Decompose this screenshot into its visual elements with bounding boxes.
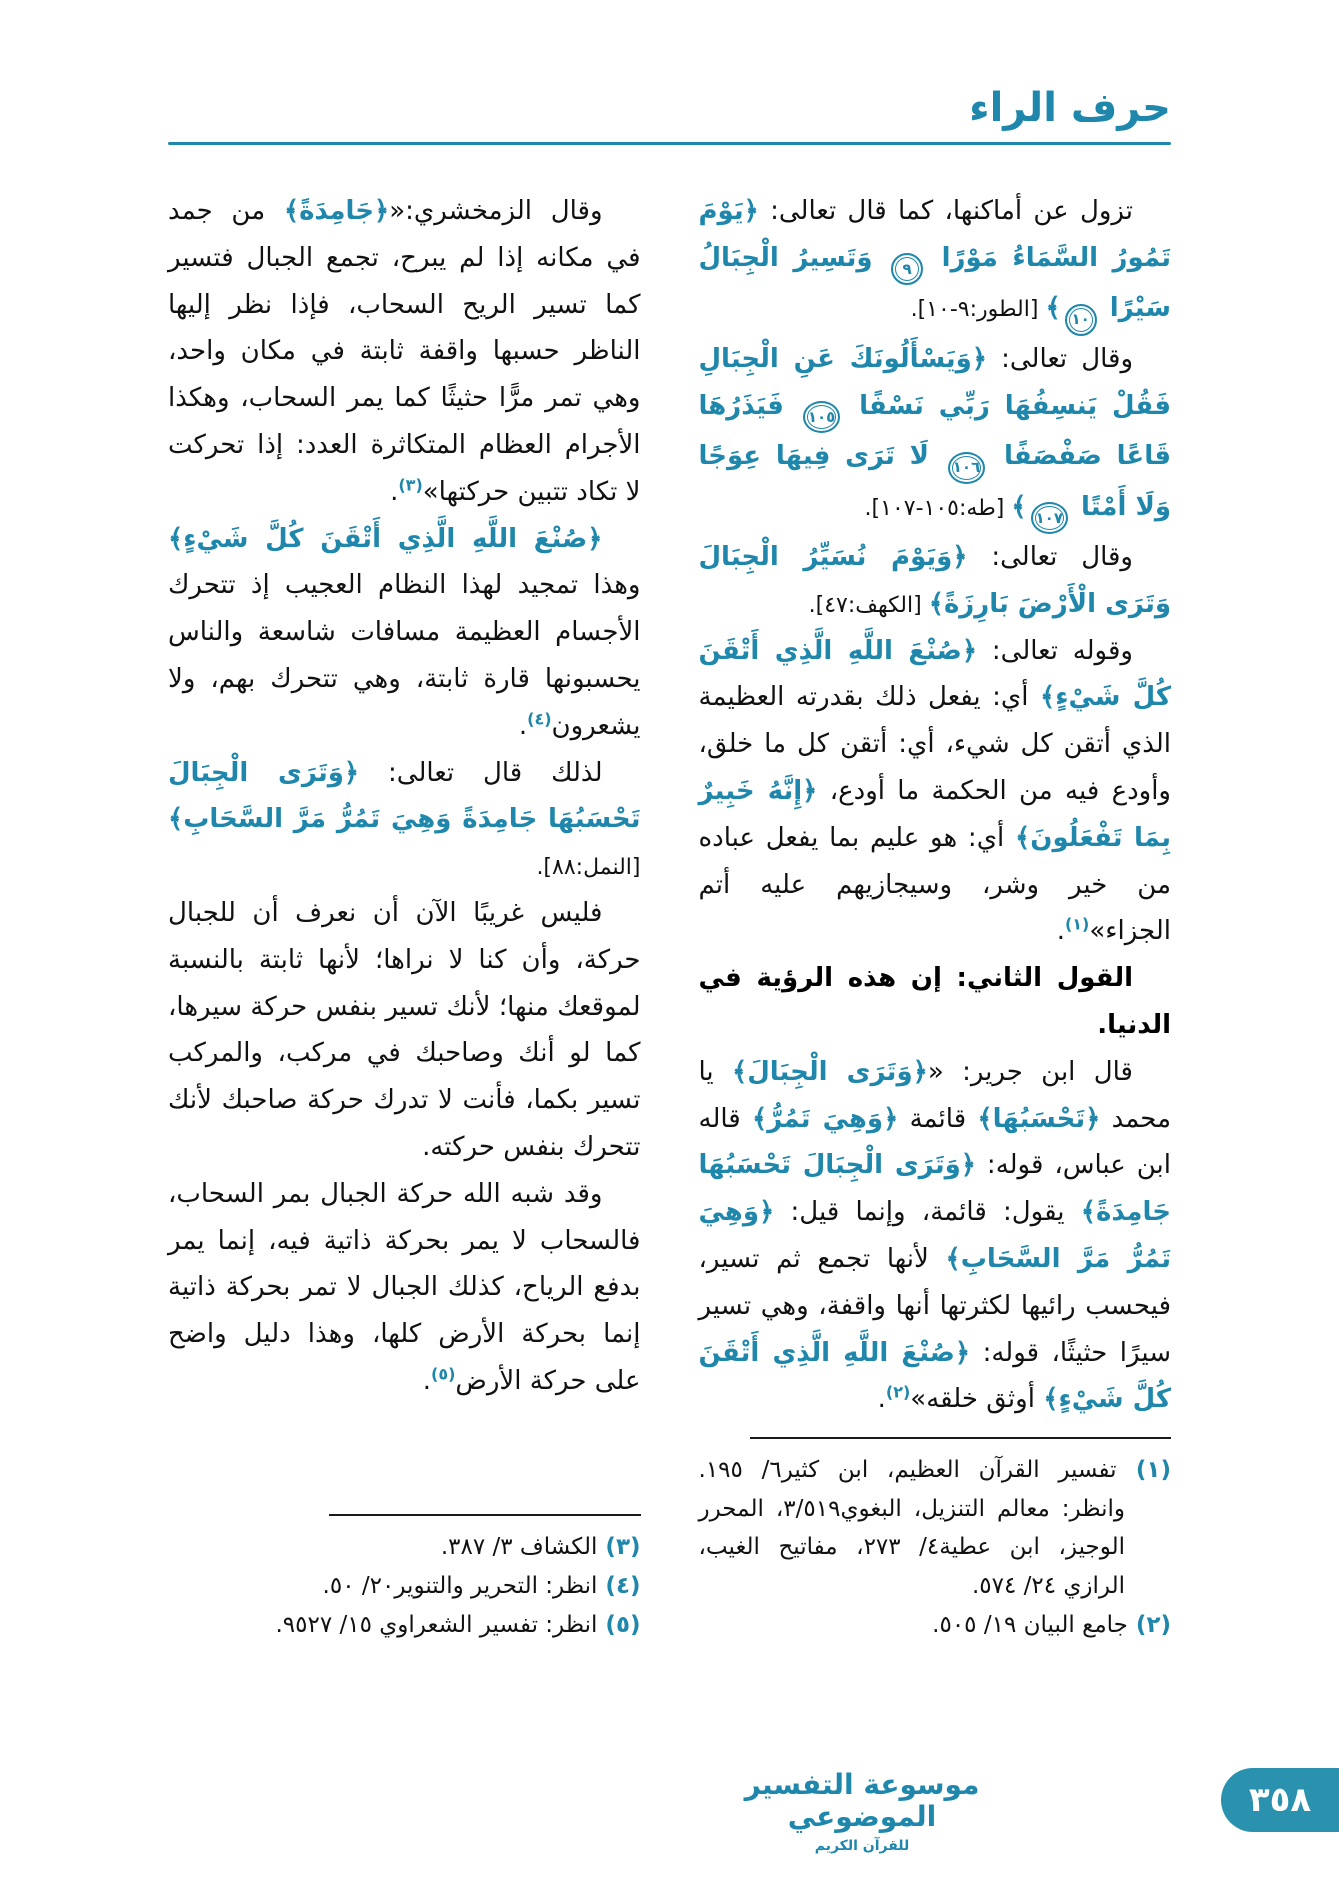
footnote-text: انظر: التحرير والتنوير٢٠/ ٥٠. [322, 1573, 598, 1600]
footnote-number: (٤) [597, 1573, 641, 1600]
quran-verse: ﴿وَهِيَ تَمُرُّ مَرَّ السَّحَابِ﴾ [698, 1197, 1171, 1275]
body-text: وقد شبه الله حركة الجبال بمر السحاب، فالسحاب لا يمر بحركة ذاتية فيه، إنما يمر بدفع الرياح، كذلك الجبال لا تمر بحركة ذاتية إنما بحركة الأرض كلها، وهذا دليل واضح على حركة الأرض [168, 1178, 641, 1396]
quran-verse: لَا تَرَى فِيهَا عِوَجًا وَلَا أَمْتًا [698, 441, 1171, 522]
footnote-marker: (٥) [431, 1364, 456, 1384]
footnote-marker: (٣) [398, 475, 423, 495]
body-text: وهذا تمجيد لهذا النظام العجيب إذ تتحرك الأجسام العظيمة مسافات شاسعة والناس يحسبونها قارة ثابتة، وهي تتحرك بهم، ولا يشعرون [168, 570, 641, 741]
quran-verse: ﴿يَوْمَ تَمُورُ السَّمَاءُ مَوْرًا [698, 196, 1172, 273]
quran-verse: ﴿وَتَرَى الْجِبَالَ تَحْسَبُهَا جَامِدَةً﴾ [698, 1150, 1171, 1228]
paragraph [168, 750, 641, 890]
publisher-logo-title: موسوعة التفسير الموضوعي [744, 1767, 980, 1833]
content [168, 188, 1171, 1644]
page-header [168, 84, 1171, 145]
ayah-number: ١٠٦ [948, 452, 985, 484]
body-text: وقال تعالى: [967, 542, 1133, 573]
footnote-separator [750, 1437, 1171, 1439]
paragraph [168, 188, 641, 516]
footnote [699, 1606, 1172, 1645]
footnote-separator [329, 1514, 641, 1516]
paragraph [699, 628, 1172, 956]
quran-verse: ﴾ [1011, 491, 1027, 522]
quran-verse: ﴿وَيَوْمَ نُسَيِّرُ الْجِبَالَ وَتَرَى الْأَرْضَ بَارِزَةً﴾ [698, 542, 1171, 619]
footnote [168, 1567, 641, 1606]
verse-reference: [الكهف:٤٧]. [808, 592, 929, 618]
bold-lead-text: القول الثاني: إن هذه الرؤية في الدنيا. [698, 963, 1171, 1041]
body-text: أي: يفعل ذلك بقدرته العظيمة الذي أتقن كل شيء، أي: أتقن كل ما خلق، وأودع فيه من الحكمة ما أودع، [698, 682, 1171, 807]
body-text: . [1056, 916, 1065, 947]
chapter-title: حرف الراء [969, 85, 1171, 131]
body-text: . [390, 476, 399, 507]
quran-verse: ﴿صُنْعَ اللَّهِ الَّذِي أَتْقَنَ كُلَّ شَيْءٍ﴾ [698, 635, 1171, 713]
publisher-logo [737, 1769, 987, 1854]
quran-verse: وَتَسِيرُ الْجِبَالُ سَيْرًا [698, 242, 1171, 324]
quran-verse: ﴿جَامِدَةً﴾ [283, 196, 390, 226]
paragraph [168, 1171, 641, 1405]
paragraph [699, 534, 1172, 628]
body-text: أي: هو عليم بما يفعل عباده من خير وشر، وسيجازيهم عليه أتم الجزاء» [698, 822, 1171, 947]
ayah-number: ١٠٧ [1031, 502, 1068, 534]
body-text: . [877, 1384, 886, 1415]
paragraph [699, 188, 1172, 336]
column-footnotes [168, 1500, 641, 1644]
quran-verse: ﴿وَتَرَى الْجِبَالَ تَحْسَبُهَا جَامِدَةً وَهِيَ تَمُرُّ مَرَّ السَّحَابِ﴾ [168, 757, 641, 835]
verse-reference: [طه:١٠٥-١٠٧]. [864, 495, 1012, 521]
footnote [168, 1528, 641, 1567]
footnote-list [699, 1451, 1172, 1644]
footnote-number: (٣) [597, 1534, 641, 1561]
page-number-badge [1221, 1768, 1339, 1832]
paragraph [699, 1049, 1172, 1423]
quran-verse: ﴿إِنَّهُ خَبِيرٌ بِمَا تَفْعَلُونَ﴾ [698, 776, 1171, 853]
footnote-number: (٢) [1127, 1611, 1171, 1638]
body-text: من جمد في مكانه إذا لم يبرح، تجمع الجبال فتسير كما تسير الريح السحاب، فإذا نظر إليها الناظر حسبها واقفة ثابتة في مكان واحد، وهي تمر مرًّا حثيثًا كما يمر السحاب، وهكذا الأجرام العظام المتكاثرة العدد: إذا تحركت لا تكاد تتبين حركتها» [168, 196, 641, 507]
footnote-text: تفسير القرآن العظيم، ابن كثير٦/ ١٩٥. وانظر: معالم التنزيل، البغوي٣/٥١٩، المحرر الوجيز، ابن عطية٤/ ٢٧٣، مفاتيح الغيب، الرازي ٢٤/ ٥٧٤. [698, 1457, 1126, 1600]
body-text: يقول: قائمة، وإنما قيل: [774, 1197, 1081, 1228]
body-text: قاله ابن عباس، قوله: [698, 1103, 1171, 1181]
body-text: . [422, 1365, 431, 1396]
quran-verse: ﴿تَحْسَبُهَا﴾ [977, 1103, 1101, 1134]
footnote-number: (٥) [597, 1611, 641, 1638]
publisher-logo-subtitle: للقرآن الكريم [814, 1838, 910, 1854]
ayah-number: ٩ [891, 253, 923, 285]
ayah-number: ١٠ [1065, 304, 1097, 336]
body-text: أوثق خلقه» [910, 1384, 1044, 1415]
paragraph [168, 890, 641, 1171]
footnote-list [168, 1528, 641, 1644]
body-text: تزول عن أماكنها، كما قال تعالى: [758, 196, 1133, 226]
body-text: يا محمد [698, 1056, 1172, 1134]
footnote-number: (١) [1116, 1457, 1171, 1484]
quran-verse: ﴿صُنْعَ اللَّهِ الَّذِي أَتْقَنَ كُلَّ شَيْءٍ﴾ [168, 523, 603, 554]
quran-verse: فَيَذَرُهَا قَاعًا صَفْصَفًا [698, 390, 1171, 472]
footnote-text: الكشاف ٣/ ٣٨٧. [440, 1534, 598, 1561]
column-left [168, 188, 641, 1644]
body-text: قائمة [898, 1103, 978, 1134]
column-footnotes [699, 1423, 1172, 1644]
header-rule [168, 142, 1171, 145]
body-text: . [518, 710, 528, 741]
body-text: قال ابن جرير: « [927, 1056, 1133, 1087]
paragraph [699, 955, 1172, 1049]
footnote [699, 1451, 1172, 1606]
footnote [168, 1606, 641, 1645]
footnote-text: جامع البيان ١٩/ ٥٠٥. [932, 1611, 1128, 1638]
footnote-marker: (٢) [885, 1382, 911, 1402]
footnote-marker: (١) [1064, 914, 1090, 934]
paragraph [168, 516, 641, 750]
quran-verse: ﴿وَيَسْأَلُونَكَ عَنِ الْجِبَالِ فَقُلْ يَنسِفُهَا رَبِّي نَسْفًا [698, 343, 1171, 421]
body-text: وقال تعالى: [987, 343, 1133, 374]
quran-verse: ﴾ [1045, 293, 1061, 324]
body-text: وقوله تعالى: [977, 635, 1133, 666]
column-right [699, 188, 1172, 1644]
footnote-text: انظر: تفسير الشعراوي ١٥/ ٩٥٢٧. [275, 1611, 598, 1638]
quran-verse: ﴿صُنْعَ اللَّهِ الَّذِي أَتْقَنَ كُلَّ شَيْءٍ﴾ [698, 1337, 1171, 1415]
ayah-number: ١٠٥ [803, 401, 840, 433]
body-text: لذلك قال تعالى: [359, 757, 603, 788]
page-number: ٣٥٨ [1248, 1780, 1312, 1820]
quran-verse: ﴿وَتَرَى الْجِبَالَ﴾ [731, 1056, 928, 1087]
verse-reference: [النمل:٨٨]. [536, 855, 641, 881]
verse-reference: [الطور:٩-١٠]. [910, 297, 1046, 323]
body-text: وقال الزمخشري:« [389, 196, 603, 226]
footnote-marker: (٤) [527, 709, 552, 729]
quran-verse: ﴿وَهِيَ تَمُرُّ﴾ [751, 1103, 899, 1134]
paragraph [699, 336, 1172, 534]
body-text: فليس غريبًا الآن أن نعرف أن للجبال حركة، وأن كنا لا نراها؛ لأنها ثابتة بالنسبة لموقعك منها؛ لأنك تسير بنفس حركة سيرها، كما لو أنك وصاحبك في مركب، والمركب تسير بكما، فأنت لا تدرك حركة صاحبك لأنك تتحرك بنفس حركته. [168, 897, 641, 1162]
body-text: لأنها تجمع ثم تسير، فيحسب رائيها لكثرتها أنها واقفة، وهي تسير سيرًا حثيثًا، قوله: [698, 1244, 1171, 1368]
